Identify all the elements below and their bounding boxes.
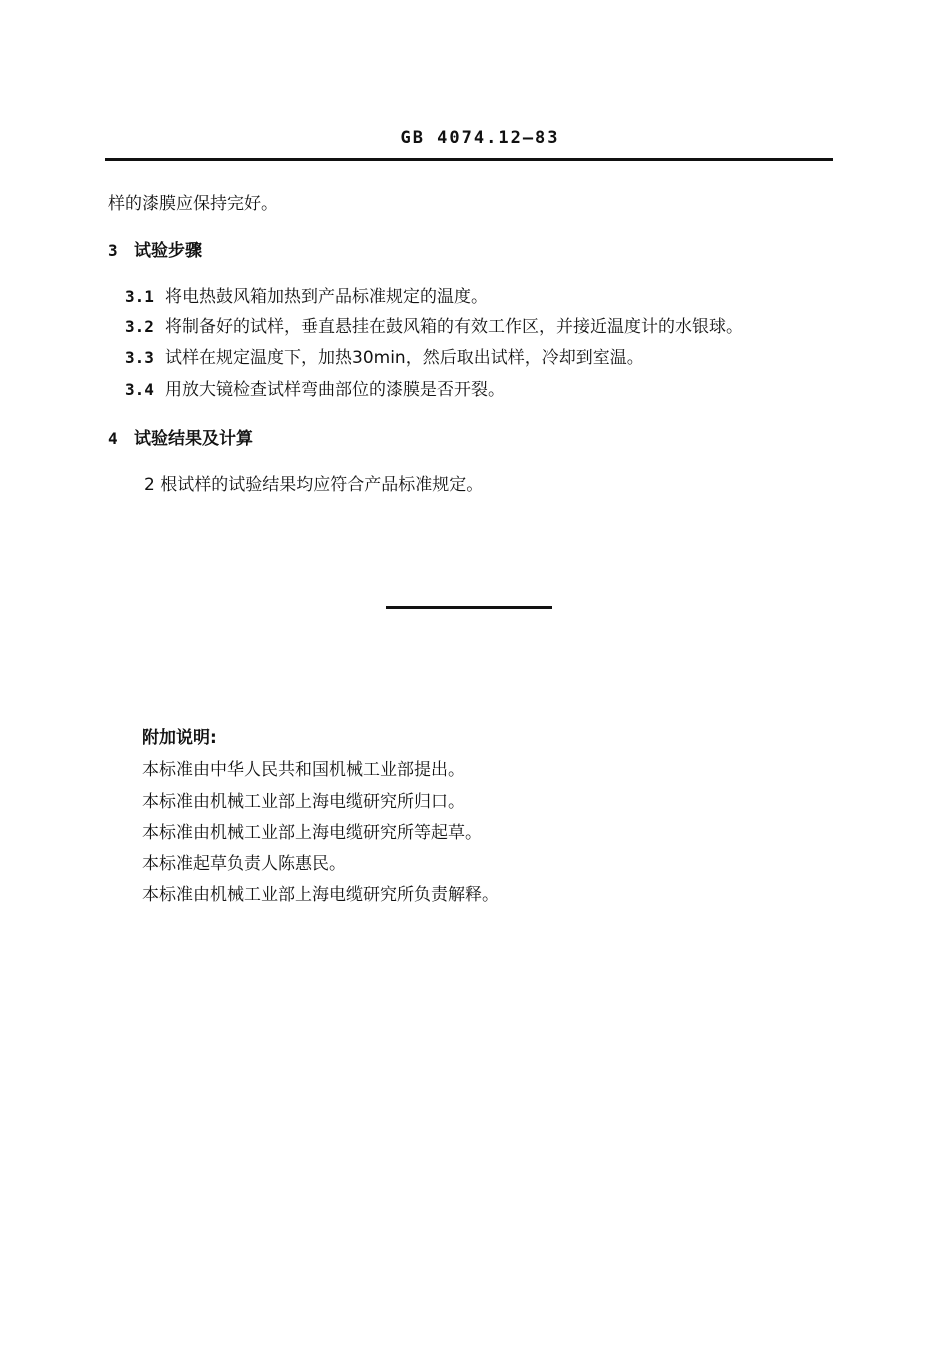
standard-code: GB 4074.12—83: [400, 128, 560, 148]
notes-line: 本标准由机械工业部上海电缆研究所负责解释。: [142, 885, 499, 905]
section-number: 3: [108, 241, 118, 260]
notes-line: 本标准由机械工业部上海电缆研究所等起草。: [142, 823, 482, 843]
section-4-body: 2 根试样的试验结果均应符合产品标准规定。: [144, 475, 484, 495]
notes-line: 本标准起草负责人陈惠民。: [142, 854, 346, 874]
section-3-heading: [108, 240, 202, 262]
section-title: 试验结果及计算: [134, 429, 253, 449]
item-text: 将电热鼓风箱加热到产品标准规定的温度。: [165, 287, 488, 307]
continuation-text: 样的漆膜应保持完好。: [108, 194, 278, 214]
section-4-heading: [108, 428, 253, 450]
item-number: 3.1: [125, 287, 154, 306]
section-title: 试验步骤: [134, 241, 202, 261]
item-number: 3.3: [125, 348, 154, 367]
list-item: [125, 316, 743, 338]
notes-line: 本标准由机械工业部上海电缆研究所归口。: [142, 792, 465, 812]
item-text: 试样在规定温度下，加热30min，然后取出试样，冷却到室温。: [165, 348, 644, 368]
item-text: 将制备好的试样，垂直悬挂在鼓风箱的有效工作区，并接近温度计的水银球。: [165, 317, 743, 337]
list-item: [125, 286, 488, 308]
header-rule: [105, 158, 833, 161]
item-number: 3.2: [125, 317, 154, 336]
item-number: 3.4: [125, 380, 154, 399]
list-item: [125, 379, 505, 401]
end-rule: [386, 606, 552, 609]
notes-title: 附加说明:: [142, 728, 217, 748]
item-text: 用放大镜检查试样弯曲部位的漆膜是否开裂。: [165, 380, 505, 400]
list-item: [125, 347, 644, 369]
page-header: [0, 128, 950, 148]
notes-line: 本标准由中华人民共和国机械工业部提出。: [142, 760, 465, 780]
section-number: 4: [108, 429, 118, 448]
